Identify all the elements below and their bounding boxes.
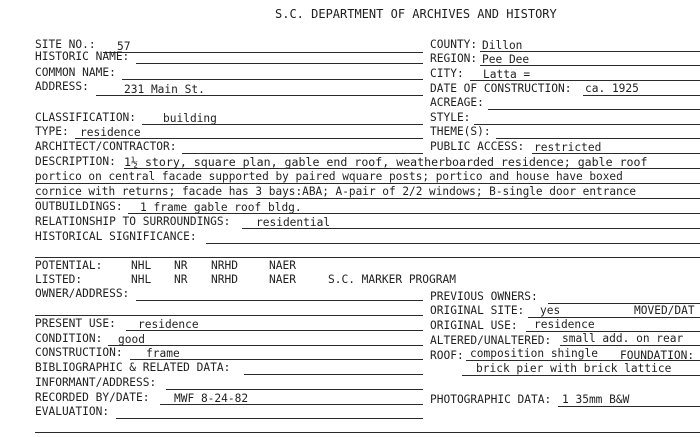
outbuildings-value: 1 frame gable roof bldg.	[140, 201, 302, 214]
public-access-line	[532, 153, 700, 154]
type-line	[75, 138, 423, 139]
moved-date-label: MOVED/DAT	[634, 304, 695, 317]
region-line	[480, 65, 700, 66]
photographic-data-line	[558, 406, 700, 407]
outbuildings-line	[128, 213, 700, 214]
recorded-by-label: RECORDED BY/DATE:	[35, 391, 150, 404]
address-value: 231 Main St.	[124, 83, 205, 96]
theme-line	[496, 138, 700, 139]
common-name-line	[122, 79, 423, 80]
evaluation-label: EVALUATION:	[35, 405, 110, 418]
relationship-label: RELATIONSHIP TO SURROUNDINGS:	[35, 215, 231, 228]
bibliographic-line	[244, 374, 423, 375]
common-name-label: COMMON NAME:	[35, 66, 116, 79]
description-label: DESCRIPTION:	[35, 155, 116, 168]
address-line	[96, 95, 423, 96]
city-value: Latta =	[483, 68, 531, 81]
evaluation-line-2	[35, 432, 700, 433]
date-of-construction-line	[583, 95, 700, 96]
listed-nr: NR	[174, 273, 188, 286]
owner-address-label: OWNER/ADDRESS:	[35, 287, 130, 300]
potential-naer: NAER	[269, 259, 296, 272]
original-use-label: ORIGINAL USE:	[430, 319, 518, 332]
photographic-data-label: PHOTOGRAPHIC DATA:	[430, 393, 552, 406]
potential-nrhd: NRHD	[211, 259, 238, 272]
owner-address-line-2	[35, 315, 423, 316]
site-no-line	[103, 52, 423, 53]
description-line-3: cornice with returns; facade has 3 bays:ABA; A-pair of 2/2 windows; B-single door entrance	[35, 185, 637, 198]
altered-value: small add. on rear	[562, 332, 684, 345]
informant-line	[166, 389, 423, 390]
construction-label: CONSTRUCTION:	[35, 346, 123, 359]
theme-label: THEME(S):	[430, 125, 491, 138]
public-access-label: PUBLIC ACCESS:	[430, 140, 525, 153]
style-line	[474, 124, 700, 125]
previous-owners-label: PREVIOUS OWNERS:	[430, 290, 538, 303]
description-line-1: 1½ story, square plan, gable end roof, weatherboarded residence; gable roof	[124, 155, 648, 169]
listed-nrhd: NRHD	[211, 273, 238, 286]
date-of-construction-label: DATE OF CONSTRUCTION:	[430, 82, 572, 95]
outbuildings-label: OUTBUILDINGS:	[35, 200, 123, 213]
present-use-label: PRESENT USE:	[35, 317, 116, 330]
acreage-line	[488, 109, 700, 110]
architect-line	[182, 153, 423, 154]
original-site-label: ORIGINAL SITE:	[430, 304, 525, 317]
classification-line	[142, 124, 423, 125]
acreage-label: ACREAGE:	[430, 96, 484, 109]
type-label: TYPE:	[35, 125, 69, 138]
photographic-data-value: 1 35mm B&W	[562, 393, 630, 406]
altered-line	[560, 345, 700, 346]
date-of-construction-value: ca. 1925	[585, 82, 639, 95]
section-divider	[35, 257, 700, 258]
condition-line	[108, 345, 423, 346]
listed-nhl: NHL	[131, 273, 152, 286]
description-line-2: portico on central facade supported by paired wquare posts; portico and house have boxed	[35, 170, 623, 183]
present-use-value: residence	[138, 318, 199, 331]
roof-value: composition shingle	[470, 347, 598, 360]
historic-name-label: HISTORIC NAME:	[35, 50, 130, 63]
listed-label: LISTED:	[35, 273, 83, 286]
county-value: Dillon	[482, 39, 523, 52]
relationship-value: residential	[256, 216, 331, 229]
architect-label: ARCHITECT/CONTRACTOR:	[35, 140, 177, 153]
foundation-line	[462, 375, 700, 376]
potential-nr: NR	[174, 259, 188, 272]
form-title: S.C. DEPARTMENT OF ARCHIVES AND HISTORY	[275, 7, 557, 21]
original-site-value: yes	[540, 304, 561, 317]
city-line	[470, 80, 700, 81]
owner-address-line	[136, 300, 423, 301]
description-underline-2	[35, 183, 700, 184]
relationship-line	[242, 228, 700, 229]
site-no-label: SITE NO.:	[35, 38, 96, 51]
construction-line	[130, 359, 423, 360]
site-no-value: 57	[117, 40, 131, 53]
county-line	[480, 51, 700, 52]
historic-name-line	[136, 63, 423, 64]
type-value: residence	[80, 126, 141, 139]
county-label: COUNTY:	[430, 38, 478, 51]
public-access-value: restricted	[534, 141, 602, 154]
potential-label: POTENTIAL:	[35, 259, 103, 272]
recorded-by-value: MWF 8-24-82	[174, 392, 249, 405]
foundation-detail-value: brick pier with brick lattice	[476, 362, 672, 375]
roof-line	[466, 360, 700, 361]
informant-label: INFORMANT/ADDRESS:	[35, 376, 157, 389]
classification-value: building	[163, 112, 217, 125]
historical-significance-line	[206, 243, 700, 244]
recorded-by-line	[160, 404, 423, 405]
present-use-line	[126, 330, 423, 331]
style-label: STYLE:	[430, 111, 471, 124]
potential-nhl: NHL	[131, 259, 152, 272]
region-value: Pee Dee	[482, 53, 530, 66]
address-label: ADDRESS:	[35, 80, 89, 93]
foundation-label: FOUNDATION:	[620, 349, 695, 362]
roof-label: ROOF:	[430, 349, 464, 362]
sc-marker-program: S.C. MARKER PROGRAM	[328, 273, 456, 286]
listed-naer: NAER	[269, 273, 296, 286]
bibliographic-label: BIBLIOGRAPHIC & RELATED DATA:	[35, 361, 231, 374]
evaluation-line	[116, 418, 423, 419]
description-underline-1	[124, 168, 700, 169]
classification-label: CLASSIFICATION:	[35, 111, 137, 124]
region-label: REGION:	[430, 52, 478, 65]
altered-label: ALTERED/UNALTERED:	[430, 334, 552, 347]
original-use-value: residence	[534, 318, 595, 331]
condition-label: CONDITION:	[35, 332, 103, 345]
city-label: CITY:	[430, 67, 464, 80]
historical-significance-label: HISTORICAL SIGNIFICANCE:	[35, 230, 197, 243]
description-underline-3	[35, 198, 700, 199]
construction-value: frame	[146, 347, 180, 360]
condition-value: good	[118, 333, 145, 346]
